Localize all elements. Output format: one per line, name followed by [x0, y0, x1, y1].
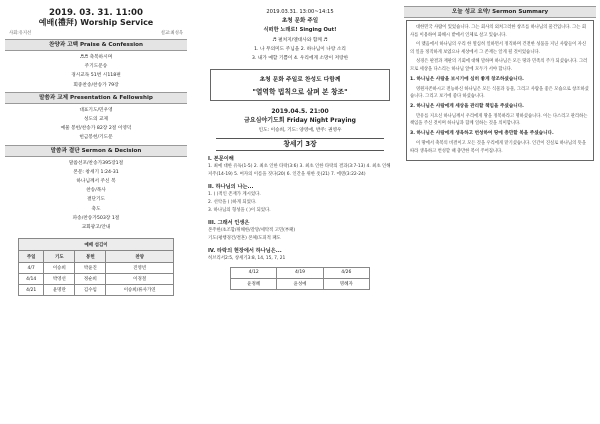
program-list	[208, 26, 392, 63]
study-q4-text	[208, 255, 392, 263]
order-item: 말씀선포/찬송가395장1절	[68, 160, 124, 166]
table-row	[19, 263, 174, 274]
study-title: 창세기 3장	[216, 138, 384, 151]
servers-table	[18, 238, 174, 296]
table-header-cell: 주일	[19, 251, 44, 263]
sermon-label: 설교:최성욱	[160, 31, 183, 36]
friday-cell: 윤정혜	[231, 278, 277, 289]
event-subtitle: 초청 문화 주일	[281, 18, 319, 25]
summary-paragraphs	[410, 24, 590, 74]
section-band: 찬양과 고백 Praise & Confession	[5, 39, 187, 51]
order-item: 주기도문송	[84, 64, 108, 70]
friday-cell: 4/19	[277, 267, 323, 278]
program-item: 3. 내가 예할 기쁨이 4. 우리에게 소망이 저랑한	[251, 56, 349, 62]
friday-row	[231, 278, 370, 289]
study-q1-text	[208, 163, 392, 179]
night-date: 2019.04.5. 21:00	[271, 108, 329, 116]
event-date: 2019.03.31. 13:00~14:15	[266, 9, 334, 15]
service-title: 예배(禮拜) Worship Service	[38, 18, 154, 27]
order-item: 파송/찬송가503장 1절	[72, 215, 120, 221]
table-cell: 4/14	[19, 274, 44, 285]
order-item: 교회광고/안내	[81, 225, 111, 231]
order-item: 헌금봉헌/기도문	[79, 135, 113, 141]
leader-label: 사회:유지선	[9, 31, 32, 36]
study-line: 본주한/초조함/위해한/갈망/세탁적 고민(부패)	[208, 227, 296, 233]
friday-leaders-body	[231, 267, 370, 289]
table-cell: 박윤진	[75, 263, 106, 274]
table-cell: 박영선	[44, 274, 75, 285]
order-item: 예물 봉헌/찬송가 82장 2절 이영덕	[60, 126, 132, 132]
table-cell: 정순희	[75, 274, 106, 285]
point2-text: 만유를 지으신 하나님께서 우리에게 땅을 정복하라고 명하셨습니다. 이는 다스리고 관리하는 책임을 주신 것이며 하나님과 함께 일하는 것을 의미합니다.	[410, 113, 588, 127]
service-staff	[9, 30, 183, 36]
table-cell: 4/7	[19, 263, 44, 274]
servers-table-header	[19, 251, 174, 263]
study-q2: II. 하나님의 나는...	[208, 183, 254, 190]
table-header-cell: 찬양	[106, 251, 174, 263]
study-q4: IV. 타락의 현장에서 하나님은...	[208, 247, 282, 254]
service-date: 2019. 03. 31. 11:00	[49, 8, 143, 18]
study-q1: I. 본문이해	[208, 155, 234, 162]
order-item: 본문: 창세기 1:24-31	[73, 169, 119, 175]
summary-paragraph: 성경은 판결과 재판의 기회에 대해 말하며 하나님은 모든 땅과 민족의 주가 되셨습니다. 그러므로 세상을 다스리는 하나님 앞에 모두가 서야 합니다.	[410, 59, 588, 72]
table-cell: 이승희/류사가연	[106, 285, 174, 296]
order-item: 대표기도/민우영	[79, 107, 113, 113]
point1-title: 1. 하나님은 사람을 보시기에 심히 좋게 창조하셨습니다.	[410, 76, 524, 82]
servers-table-title: 예배 섬김이	[19, 239, 174, 251]
table-header-cell: 기도	[44, 251, 75, 263]
night-people: 인도: 이승희, 기도: 양영애, 반주: 권영우	[258, 127, 342, 133]
table-cell: 이경철	[106, 274, 174, 285]
study-line: 3. 하나님의 형성을 ( )이 되었다.	[208, 207, 271, 213]
section-band: 말씀과 결단 Sermon & Decision	[5, 145, 187, 157]
study-line: 히브리서2:5, 창세기3:8, 14, 15, 7, 21	[208, 255, 286, 261]
study-line: 기도(평행경건/결혼) 본체/도피적 패도	[208, 235, 281, 241]
study-line: 1. 최예 대한 유독(1-5) 2. 최초 인한 타락(3:6) 3. 최초 인한 타락의 결과(3:7-13) 4. 최초 인해 저주(14-19) 5. 여자의 이름을 짓다(20) 6. 인간을 위한 옷(21) 7. 에덴(3:22-24)	[208, 163, 391, 177]
sermon-summary-column	[400, 0, 600, 424]
study-q2-text	[208, 191, 392, 215]
summary-box	[406, 20, 594, 161]
summary-paragraph: 이 맺음에서 하나님의 우리 한 열심히 일하면서 정직하며 건전한 성품을 지닌 사람들이 자신의 일을 정직하게 보였으나 세상에서 그 존재는 알게 될 것이었습니다.	[410, 42, 586, 55]
point3-title: 3. 하나님은 사람에게 생육하고 번성하여 땅에 충만할 복을 주셨습니다.	[410, 130, 554, 136]
worship-sections	[5, 39, 187, 232]
study-line: 2. 선악을 ( )하게 되었다.	[208, 199, 257, 205]
table-cell: 4/21	[19, 285, 44, 296]
table-cell: 이승희	[44, 263, 75, 274]
study-line: 1. ( )적인 존재가 계시었다.	[208, 191, 261, 197]
highlight-box	[210, 69, 390, 101]
order-item: 결단기도	[86, 197, 106, 203]
friday-cell: 4/26	[323, 267, 369, 278]
study-q3-text	[208, 227, 392, 243]
point2-title: 2. 하나님은 사람에게 세상을 관리할 책임을 주셨습니다.	[410, 103, 524, 109]
friday-cell: 4/12	[231, 267, 277, 278]
point3-text: 이 땅에서 축복의 비결이고 모든 것을 우리에게 맡기셨습니다. 인간이 진실로 하나님의 뜻을 따라 생육하고 번성할 때 충만한 복이 주어집니다.	[410, 140, 586, 154]
point1-text: 영원자존하시고 전능하신 하나님은 모든 식물과 동물, 그리고 사람을 좋은 모습으로 창조하셨습니다. 그리고 보기에 좋다 하셨습니다.	[410, 86, 589, 100]
night-title: 금요심야기도회 Friday Night Praying	[244, 117, 356, 125]
table-header-cell: 봉헌	[75, 251, 106, 263]
friday-cell: 윤성예	[277, 278, 323, 289]
servers-table-wrap	[5, 238, 187, 296]
study-q3: III. 그래서 인생은	[208, 219, 250, 226]
program-item: 식떠한 노래로! Singing Out!	[263, 27, 337, 34]
friday-leaders-table	[230, 267, 370, 290]
order-item: ♬♬ 축복하시며	[79, 55, 113, 60]
table-cell: 진영빈	[106, 263, 174, 274]
summary-title: 오늘 성교 요약/ Sermon Summary	[404, 6, 596, 18]
table-cell: 김수임	[75, 285, 106, 296]
friday-row	[231, 267, 370, 278]
summary-paragraph: 대한민국 사람이 있었습니다. 그는 회사의 외쳐그러한 창조를 하나님의 물건입니다. 그는 회사를 이용하여 화해시 밭에서 인체로 살고 있습니다.	[410, 25, 586, 38]
table-row	[19, 285, 174, 296]
program-item: ♬ 펼쳐지/엘대사와 함께 ♬	[272, 37, 328, 43]
highlight-line2: "열역학 법칙으로 살펴 본 창조"	[252, 88, 348, 97]
highlight-line1: 초청 문화 주일로 찬성도 다함께	[259, 77, 341, 84]
order-item: 경시교독 51번 시118편	[71, 73, 121, 79]
friday-cell: 명혜자	[323, 278, 369, 289]
order-item: 축도	[91, 206, 101, 212]
table-cell: 윤명란	[44, 285, 75, 296]
order-item: 회중찬송/찬송가 79장	[73, 82, 119, 88]
order-item: 성도의 교제	[83, 117, 109, 123]
order-item: 하나님께서 주신 복	[76, 179, 116, 185]
order-item: 찬송/목사	[86, 188, 106, 194]
servers-table-body	[19, 263, 174, 296]
worship-order-column	[0, 0, 192, 424]
table-row	[19, 274, 174, 285]
cultural-sunday-column	[204, 0, 396, 424]
section-band: 말씀과 교제 Presentation & Fellowship	[5, 92, 187, 104]
program-item: 1. 나 무의미도 주님을 2. 하나님이 나랑 소리	[254, 46, 346, 52]
